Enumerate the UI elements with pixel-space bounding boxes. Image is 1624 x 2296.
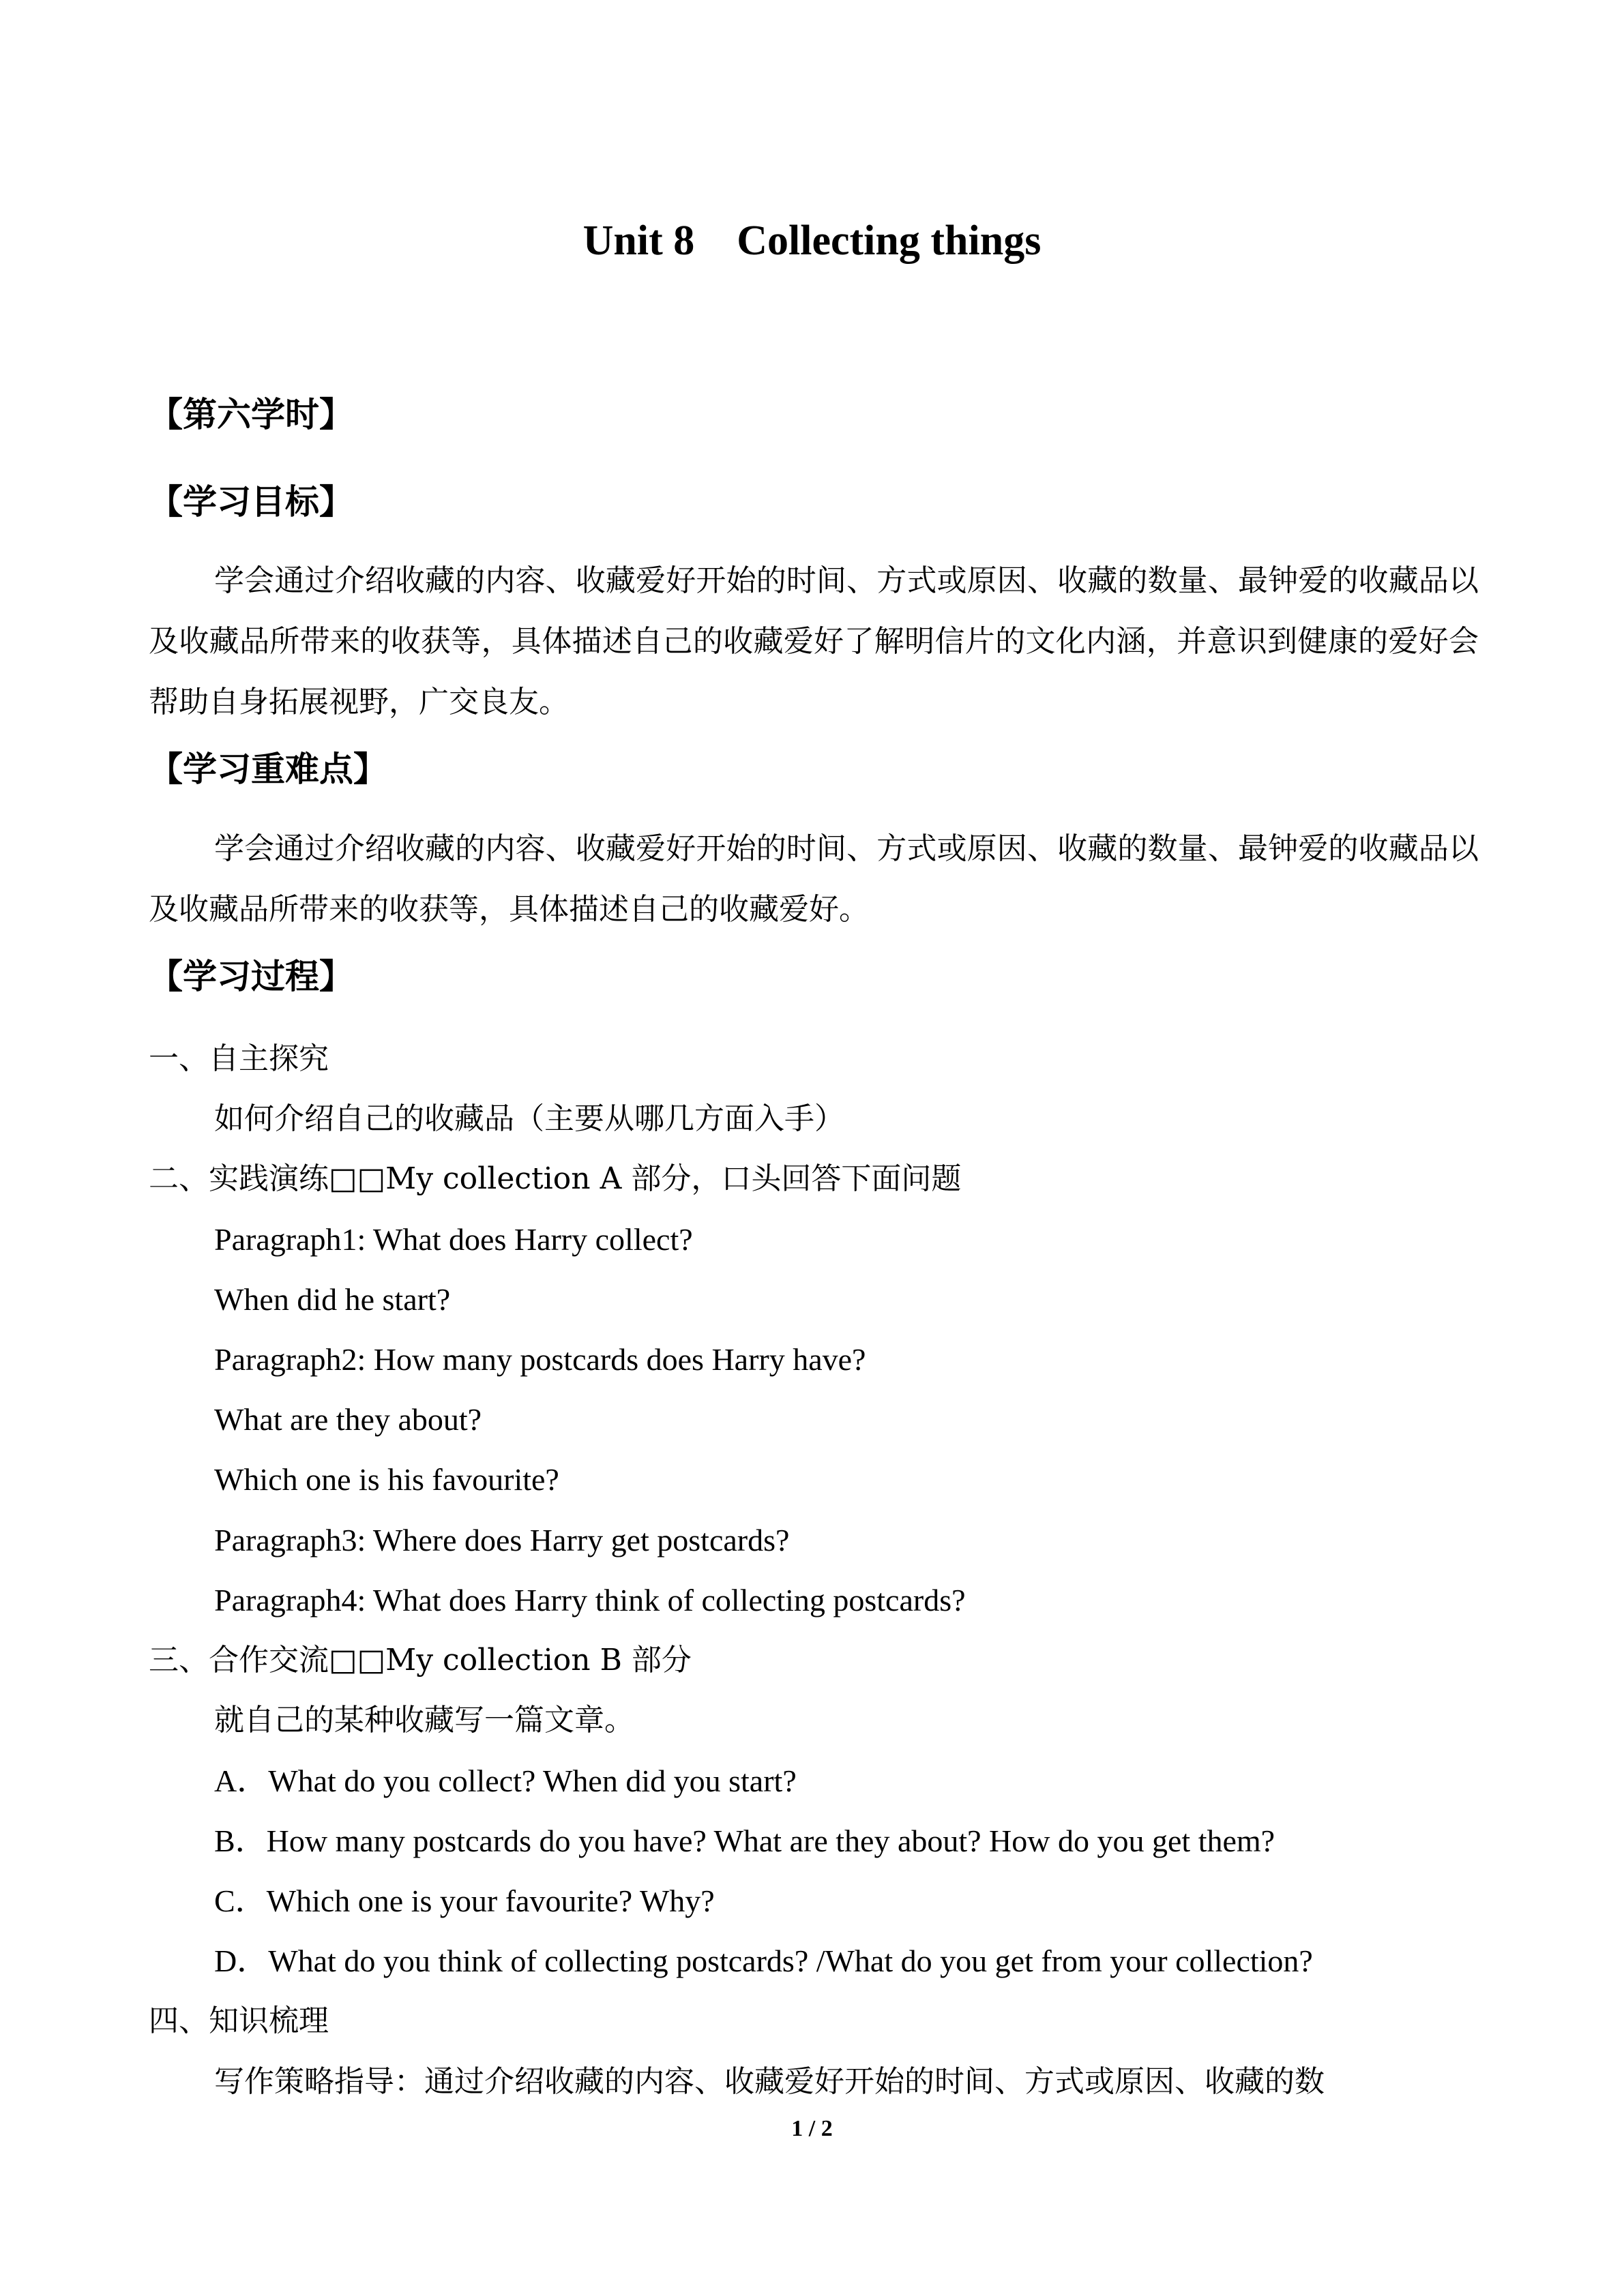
part3-option: C．Which one is your favourite? Why? xyxy=(214,1883,715,1918)
lesson-heading: 【第六学时】 xyxy=(149,395,353,434)
key-points-paragraph: 学会通过介绍收藏的内容、收藏爱好开始的时间、方式或原因、收藏的数量、最钟爱的收藏品以及收藏品所带来的收获等，具体描述自己的收藏爱好。 xyxy=(149,831,1479,927)
part1-text: 如何介绍自己的收藏品（主要从哪几方面入手） xyxy=(214,1101,844,1136)
part4-title: 四、知识梳理 xyxy=(149,2003,329,2038)
part2-question: Paragraph2: How many postcards does Harry have? xyxy=(214,1342,866,1377)
part2-question: Paragraph4: What does Harry think of collecting postcards? xyxy=(214,1583,966,1617)
part3-option: D．What do you think of collecting postcards? /What do you get from your collection? xyxy=(214,1943,1313,1978)
part2-title: 二、实践演练□□My collection A 部分，口头回答下面问题 xyxy=(149,1161,962,1196)
part2-question: Which one is his favourite? xyxy=(214,1462,559,1497)
part2-question: What are they about? xyxy=(214,1402,482,1437)
key-points-heading: 【学习重难点】 xyxy=(149,749,387,789)
part1-title: 一、自主探究 xyxy=(149,1041,329,1076)
objectives-paragraph: 学会通过介绍收藏的内容、收藏爱好开始的时间、方式或原因、收藏的数量、最钟爱的收藏品以及收藏品所带来的收获等，具体描述自己的收藏爱好了解明信片的文化内涵，并意识到健康的爱好会帮助自身拓展视野，广交良友。 xyxy=(149,563,1479,719)
process-heading: 【学习过程】 xyxy=(149,957,353,996)
part4-text: 写作策略指导：通过介绍收藏的内容、收藏爱好开始的时间、方式或原因、收藏的数 xyxy=(214,2064,1325,2099)
objectives-heading: 【学习目标】 xyxy=(149,482,353,522)
part3-title: 三、合作交流□□My collection B 部分 xyxy=(149,1643,692,1678)
part3-text: 就自己的某种收藏写一篇文章。 xyxy=(214,1703,634,1738)
page-number: 1 / 2 xyxy=(791,2116,833,2141)
part3-option: A．What do you collect? When did you start? xyxy=(214,1763,797,1798)
document-title: Unit 8 Collecting things xyxy=(582,218,1042,264)
part3-option: B．How many postcards do you have? What are they about? How do you get them? xyxy=(214,1823,1275,1858)
part2-question: When did he start? xyxy=(214,1282,451,1317)
part2-question: Paragraph1: What does Harry collect? xyxy=(214,1222,693,1257)
part2-question: Paragraph3: Where does Harry get postcards? xyxy=(214,1523,790,1557)
